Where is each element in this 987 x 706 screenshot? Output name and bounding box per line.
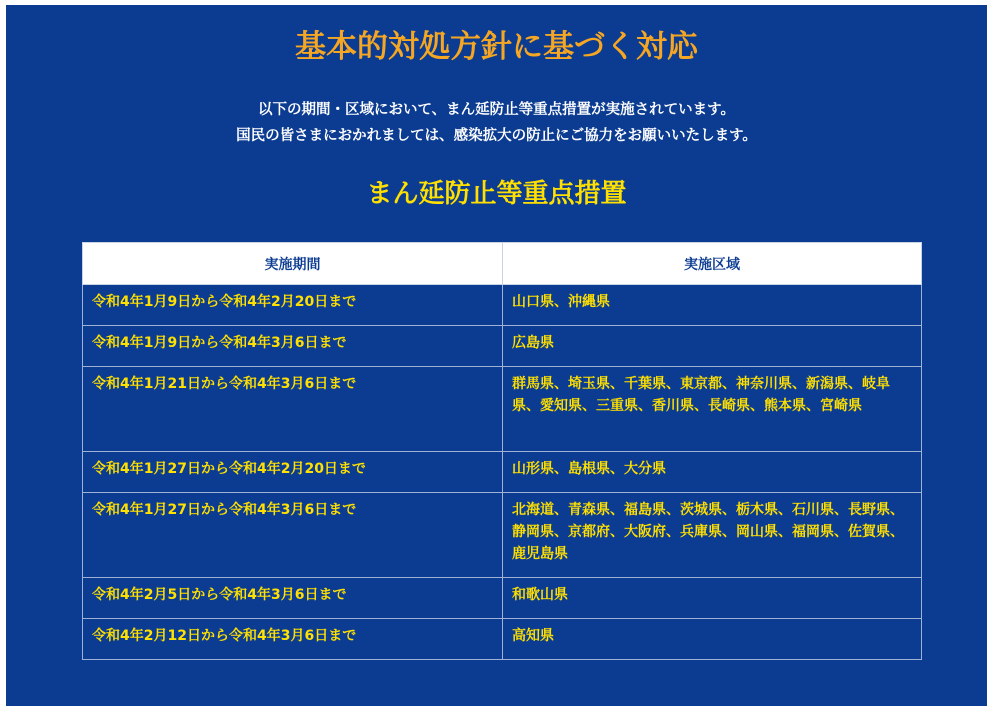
area-cell: 広島県	[503, 326, 922, 367]
area-cell: 山口県、沖縄県	[503, 285, 922, 326]
table-header-row	[83, 243, 922, 285]
area-cell: 和歌山県	[503, 578, 922, 619]
period-cell: 令和4年1月21日から令和4年3月6日まで	[83, 367, 503, 452]
area-cell: 群馬県、埼玉県、千葉県、東京都、神奈川県、新潟県、岐阜県、愛知県、三重県、香川県、長崎県、熊本県、宮崎県	[503, 367, 922, 452]
period-cell: 令和4年1月27日から令和4年3月6日まで	[83, 493, 503, 578]
intro-line-1: 以下の期間・区域において、まん延防止等重点措置が実施されています。	[257, 102, 736, 118]
table-row	[83, 452, 922, 493]
table-row	[83, 578, 922, 619]
measures-table	[82, 242, 922, 660]
header-period: 実施期間	[83, 243, 503, 285]
intro-line-2: 国民の皆さまにおかれましては、感染拡大の防止にご協力をお願いいたします。	[236, 128, 757, 144]
notice-panel	[6, 5, 987, 706]
table-row	[83, 285, 922, 326]
area-cell: 高知県	[503, 619, 922, 660]
period-cell: 令和4年2月5日から令和4年3月6日まで	[83, 578, 503, 619]
table-row	[83, 619, 922, 660]
intro-text	[6, 97, 987, 149]
header-area: 実施区域	[503, 243, 922, 285]
period-cell: 令和4年2月12日から令和4年3月6日まで	[83, 619, 503, 660]
area-cell: 山形県、島根県、大分県	[503, 452, 922, 493]
section-title: まん延防止等重点措置	[366, 179, 627, 209]
table-row	[83, 326, 922, 367]
area-cell: 北海道、青森県、福島県、茨城県、栃木県、石川県、長野県、静岡県、京都府、大阪府、兵庫県、岡山県、福岡県、佐賀県、鹿児島県	[503, 493, 922, 578]
period-cell: 令和4年1月9日から令和4年2月20日まで	[83, 285, 503, 326]
table-row	[83, 493, 922, 578]
period-cell: 令和4年1月9日から令和4年3月6日まで	[83, 326, 503, 367]
page-title: 基本的対処方針に基づく対応	[295, 29, 698, 65]
table-row	[83, 367, 922, 452]
period-cell: 令和4年1月27日から令和4年2月20日まで	[83, 452, 503, 493]
